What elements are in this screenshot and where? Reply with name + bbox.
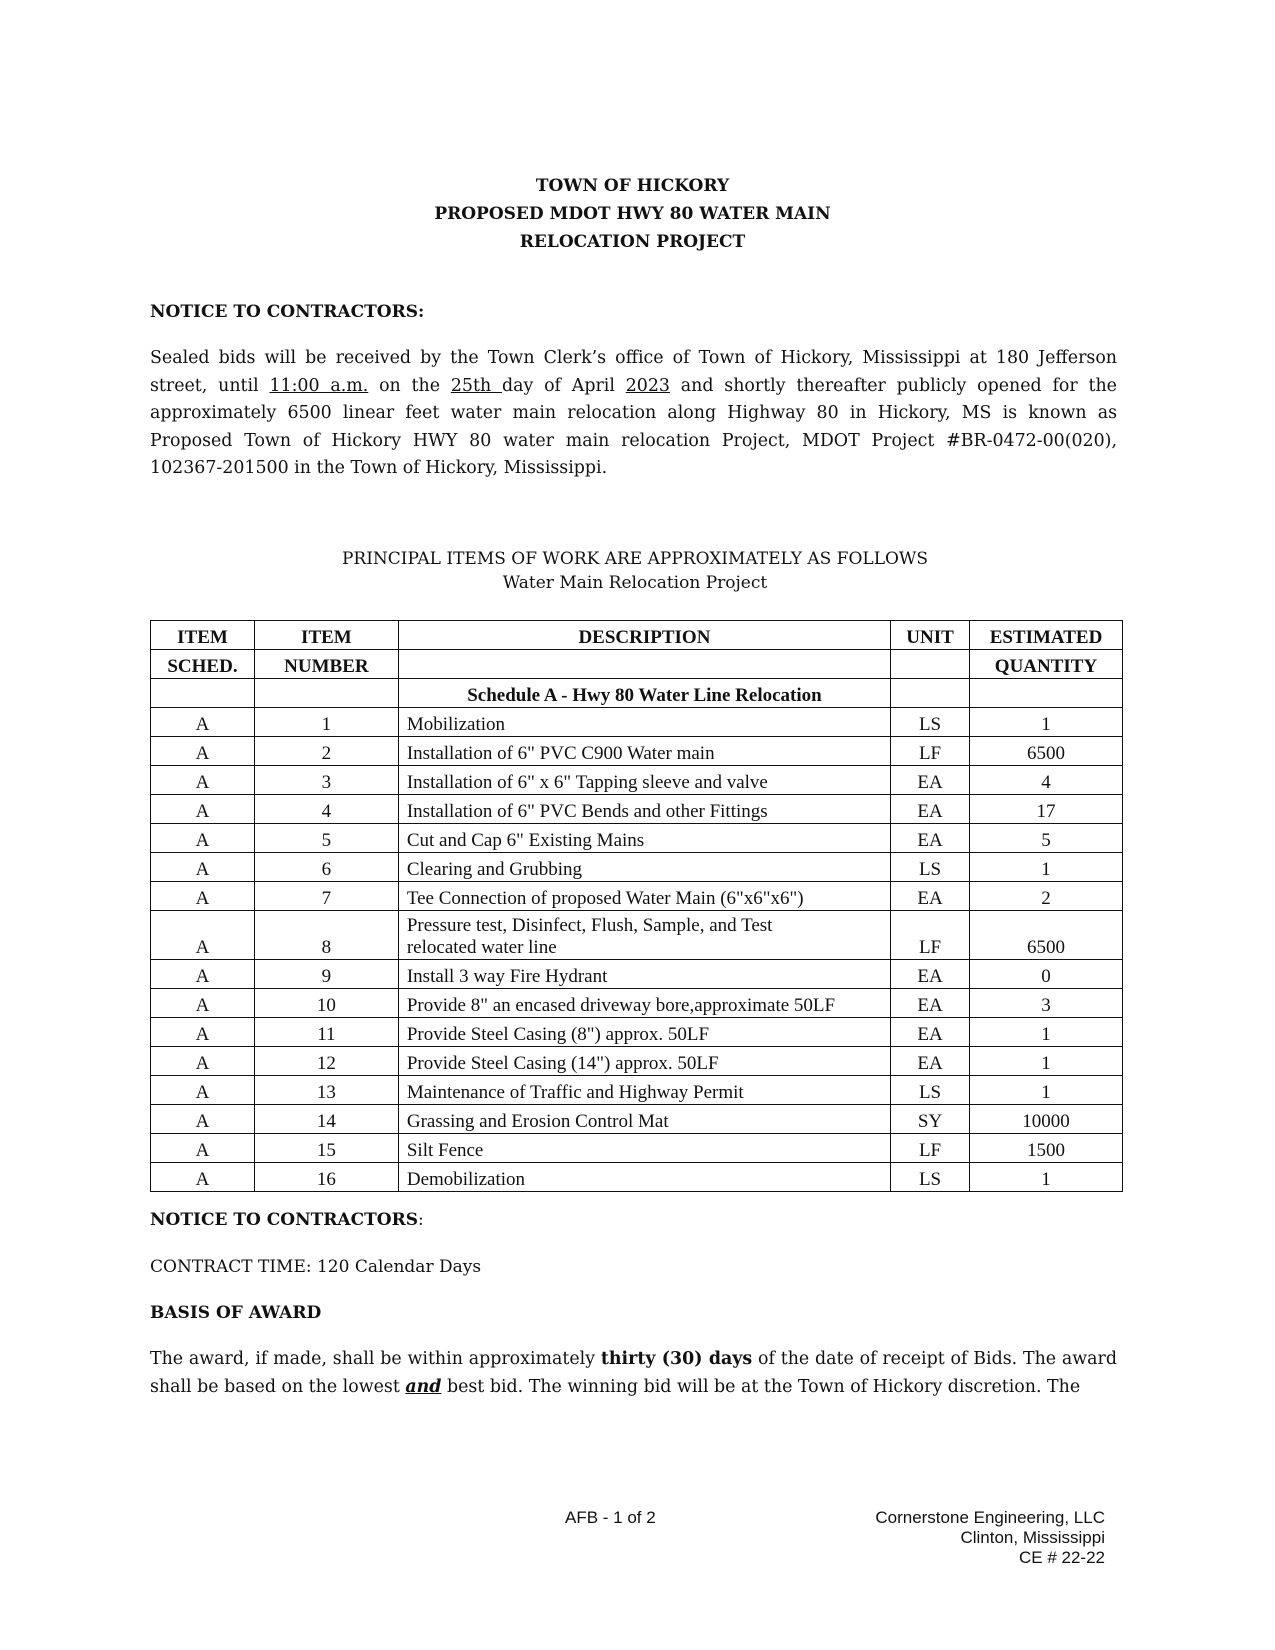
header-sched: SCHED. xyxy=(151,650,255,679)
schedule-blank-cell xyxy=(254,679,398,708)
item-quantity-cell: 1 xyxy=(970,853,1123,882)
item-sched-cell: A xyxy=(151,708,255,737)
item-description-line: relocated water line xyxy=(406,937,557,958)
footer-ce-number: CE # 22-22 xyxy=(1019,1548,1105,1567)
header-item-sched: ITEM xyxy=(151,621,255,650)
item-description-cell: Silt Fence xyxy=(398,1134,890,1163)
item-quantity-cell: 3 xyxy=(970,989,1123,1018)
item-sched-cell: A xyxy=(151,989,255,1018)
item-unit-cell: LS xyxy=(891,1163,970,1192)
table-caption-line-2: Water Main Relocation Project xyxy=(502,573,768,593)
item-quantity-cell: 4 xyxy=(970,766,1123,795)
table-row xyxy=(151,1076,1123,1105)
item-quantity-cell: 6500 xyxy=(970,737,1123,766)
item-number-cell: 12 xyxy=(254,1047,398,1076)
item-unit-cell: LS xyxy=(891,853,970,882)
table-row xyxy=(151,1134,1123,1163)
notice-heading-1: NOTICE TO CONTRACTORS: xyxy=(150,302,425,322)
header-row-2 xyxy=(151,650,1123,679)
header-description: DESCRIPTION xyxy=(398,621,890,650)
table-row xyxy=(151,708,1123,737)
item-number-cell: 14 xyxy=(254,1105,398,1134)
notice-heading-2-text: NOTICE TO CONTRACTORS xyxy=(150,1210,418,1230)
item-number-cell: 11 xyxy=(254,1018,398,1047)
item-quantity-cell: 1500 xyxy=(970,1134,1123,1163)
table-row xyxy=(151,960,1123,989)
schedule-blank-cell xyxy=(970,679,1123,708)
item-unit-cell: LF xyxy=(891,1134,970,1163)
item-sched-cell: A xyxy=(151,1134,255,1163)
item-number-cell: 3 xyxy=(254,766,398,795)
item-quantity-cell: 1 xyxy=(970,708,1123,737)
item-quantity-cell: 1 xyxy=(970,1047,1123,1076)
table-row xyxy=(151,989,1123,1018)
schedule-blank-cell xyxy=(151,679,255,708)
item-quantity-cell: 6500 xyxy=(970,911,1123,960)
item-description-cell: Clearing and Grubbing xyxy=(398,853,890,882)
table-row xyxy=(151,1105,1123,1134)
footer-page-number: AFB - 1 of 2 xyxy=(565,1508,656,1527)
header-blank-unit xyxy=(891,650,970,679)
item-sched-cell: A xyxy=(151,824,255,853)
bid-day: 25th xyxy=(450,375,502,396)
schedule-title-row xyxy=(151,679,1123,708)
intro-paragraph xyxy=(150,345,1117,483)
header-number: NUMBER xyxy=(254,650,398,679)
basis-of-award-heading: BASIS OF AWARD xyxy=(150,1303,322,1323)
item-description-cell: Installation of 6" PVC Bends and other Fittings xyxy=(398,795,890,824)
item-unit-cell: EA xyxy=(891,1018,970,1047)
item-sched-cell: A xyxy=(151,911,255,960)
item-unit-cell: EA xyxy=(891,960,970,989)
item-description-cell: Mobilization xyxy=(398,708,890,737)
item-description-cell: Maintenance of Traffic and Highway Permit xyxy=(398,1076,890,1105)
item-sched-cell: A xyxy=(151,737,255,766)
item-unit-cell: EA xyxy=(891,824,970,853)
item-description-cell: Demobilization xyxy=(398,1163,890,1192)
notice-heading-2-colon: : xyxy=(417,1210,424,1230)
table-row xyxy=(151,766,1123,795)
award-text-2: of the date of receipt of Bids. The award shall be based on the lowest xyxy=(150,1349,1117,1397)
schedule-blank-cell xyxy=(891,679,970,708)
item-description-cell: Provide 8" an encased driveway bore,approximate 50LF xyxy=(398,989,890,1018)
item-description-cell xyxy=(398,911,890,960)
document-title xyxy=(150,172,1115,256)
item-unit-cell: SY xyxy=(891,1105,970,1134)
item-sched-cell: A xyxy=(151,1018,255,1047)
title-line-1: TOWN OF HICKORY xyxy=(535,176,730,196)
bid-time: 11:00 a.m. xyxy=(269,375,369,396)
item-description-cell: Installation of 6" PVC C900 Water main xyxy=(398,737,890,766)
footer-company: Cornerstone Engineering, LLC xyxy=(875,1508,1105,1527)
header-quantity: QUANTITY xyxy=(970,650,1123,679)
table-row xyxy=(151,795,1123,824)
item-number-cell: 4 xyxy=(254,795,398,824)
title-line-2: PROPOSED MDOT HWY 80 WATER MAIN xyxy=(434,204,831,224)
item-unit-cell: EA xyxy=(891,882,970,911)
item-sched-cell: A xyxy=(151,960,255,989)
item-sched-cell: A xyxy=(151,853,255,882)
contract-time: CONTRACT TIME: 120 Calendar Days xyxy=(150,1257,482,1277)
item-quantity-cell: 0 xyxy=(970,960,1123,989)
schedule-title: Schedule A - Hwy 80 Water Line Relocation xyxy=(398,679,890,708)
title-line-3: RELOCATION PROJECT xyxy=(519,232,746,252)
award-and: and xyxy=(405,1376,442,1397)
table-row xyxy=(151,1047,1123,1076)
intro-text-2: on the xyxy=(368,375,451,396)
header-row-1 xyxy=(151,621,1123,650)
item-number-cell: 2 xyxy=(254,737,398,766)
item-description-line: Pressure test, Disinfect, Flush, Sample, and Test xyxy=(406,915,773,936)
item-quantity-cell: 1 xyxy=(970,1076,1123,1105)
table-row xyxy=(151,853,1123,882)
item-number-cell: 7 xyxy=(254,882,398,911)
item-quantity-cell: 17 xyxy=(970,795,1123,824)
item-sched-cell: A xyxy=(151,882,255,911)
table-row xyxy=(151,824,1123,853)
item-unit-cell: LS xyxy=(891,1076,970,1105)
header-blank-description xyxy=(398,650,890,679)
item-quantity-cell: 10000 xyxy=(970,1105,1123,1134)
item-number-cell: 8 xyxy=(254,911,398,960)
item-description-cell: Tee Connection of proposed Water Main (6"x6"x6") xyxy=(398,882,890,911)
item-description-cell: Grassing and Erosion Control Mat xyxy=(398,1105,890,1134)
header-unit: UNIT xyxy=(891,621,970,650)
award-days: thirty (30) days xyxy=(600,1349,753,1369)
table-row xyxy=(151,882,1123,911)
table-row xyxy=(151,1163,1123,1192)
item-unit-cell: EA xyxy=(891,795,970,824)
award-paragraph xyxy=(150,1346,1117,1401)
item-sched-cell: A xyxy=(151,795,255,824)
item-unit-cell: EA xyxy=(891,766,970,795)
footer-company-block xyxy=(875,1508,1105,1568)
item-number-cell: 6 xyxy=(254,853,398,882)
notice-heading-2 xyxy=(150,1208,424,1232)
item-number-cell: 5 xyxy=(254,824,398,853)
item-quantity-cell: 2 xyxy=(970,882,1123,911)
table-caption-line-1: PRINCIPAL ITEMS OF WORK ARE APPROXIMATELY AS FOLLOWS xyxy=(341,549,929,569)
award-text-1: The award, if made, shall be within approximately xyxy=(150,1349,601,1369)
item-sched-cell: A xyxy=(151,1047,255,1076)
bid-year: 2023 xyxy=(625,375,670,396)
item-quantity-cell: 1 xyxy=(970,1163,1123,1192)
table-caption xyxy=(150,547,1120,595)
item-unit-cell: EA xyxy=(891,1047,970,1076)
item-description-cell: Installation of 6" x 6" Tapping sleeve and valve xyxy=(398,766,890,795)
item-unit-cell: LS xyxy=(891,708,970,737)
table-row xyxy=(151,911,1123,960)
item-number-cell: 13 xyxy=(254,1076,398,1105)
item-number-cell: 1 xyxy=(254,708,398,737)
intro-text-1: Sealed bids will be received by the Town Clerk’s office of Town of Hickory, Mississippi at 180 Jefferson street, until xyxy=(150,348,1117,396)
items-table-body xyxy=(151,621,1123,1192)
award-text-3: best bid. The winning bid will be at the Town of Hickory discretion. The xyxy=(441,1376,1081,1397)
header-estimated: ESTIMATED xyxy=(970,621,1123,650)
item-quantity-cell: 1 xyxy=(970,1018,1123,1047)
item-description-cell: Provide Steel Casing (8") approx. 50LF xyxy=(398,1018,890,1047)
footer-city: Clinton, Mississippi xyxy=(960,1528,1105,1547)
item-quantity-cell: 5 xyxy=(970,824,1123,853)
header-item-number: ITEM xyxy=(254,621,398,650)
item-sched-cell: A xyxy=(151,1076,255,1105)
intro-text-3: day of April xyxy=(501,375,626,396)
item-sched-cell: A xyxy=(151,766,255,795)
items-table xyxy=(150,620,1123,1192)
item-description-cell: Cut and Cap 6" Existing Mains xyxy=(398,824,890,853)
item-number-cell: 9 xyxy=(254,960,398,989)
item-number-cell: 10 xyxy=(254,989,398,1018)
item-unit-cell: LF xyxy=(891,737,970,766)
item-unit-cell: LF xyxy=(891,911,970,960)
table-row xyxy=(151,737,1123,766)
item-sched-cell: A xyxy=(151,1105,255,1134)
item-description-cell: Install 3 way Fire Hydrant xyxy=(398,960,890,989)
item-number-cell: 15 xyxy=(254,1134,398,1163)
item-number-cell: 16 xyxy=(254,1163,398,1192)
item-description-cell: Provide Steel Casing (14") approx. 50LF xyxy=(398,1047,890,1076)
item-sched-cell: A xyxy=(151,1163,255,1192)
intro-text-4: and shortly thereafter publicly opened for the approximately 6500 linear feet water main relocation along Highway 80 in Hickory, MS is known as Proposed Town of Hickory HWY 80 water main relocation Project, MDOT Project #BR-0472-00(020), 102367-201500 in the Town of Hickory, Mississippi. xyxy=(150,375,1117,478)
item-unit-cell: EA xyxy=(891,989,970,1018)
table-row xyxy=(151,1018,1123,1047)
